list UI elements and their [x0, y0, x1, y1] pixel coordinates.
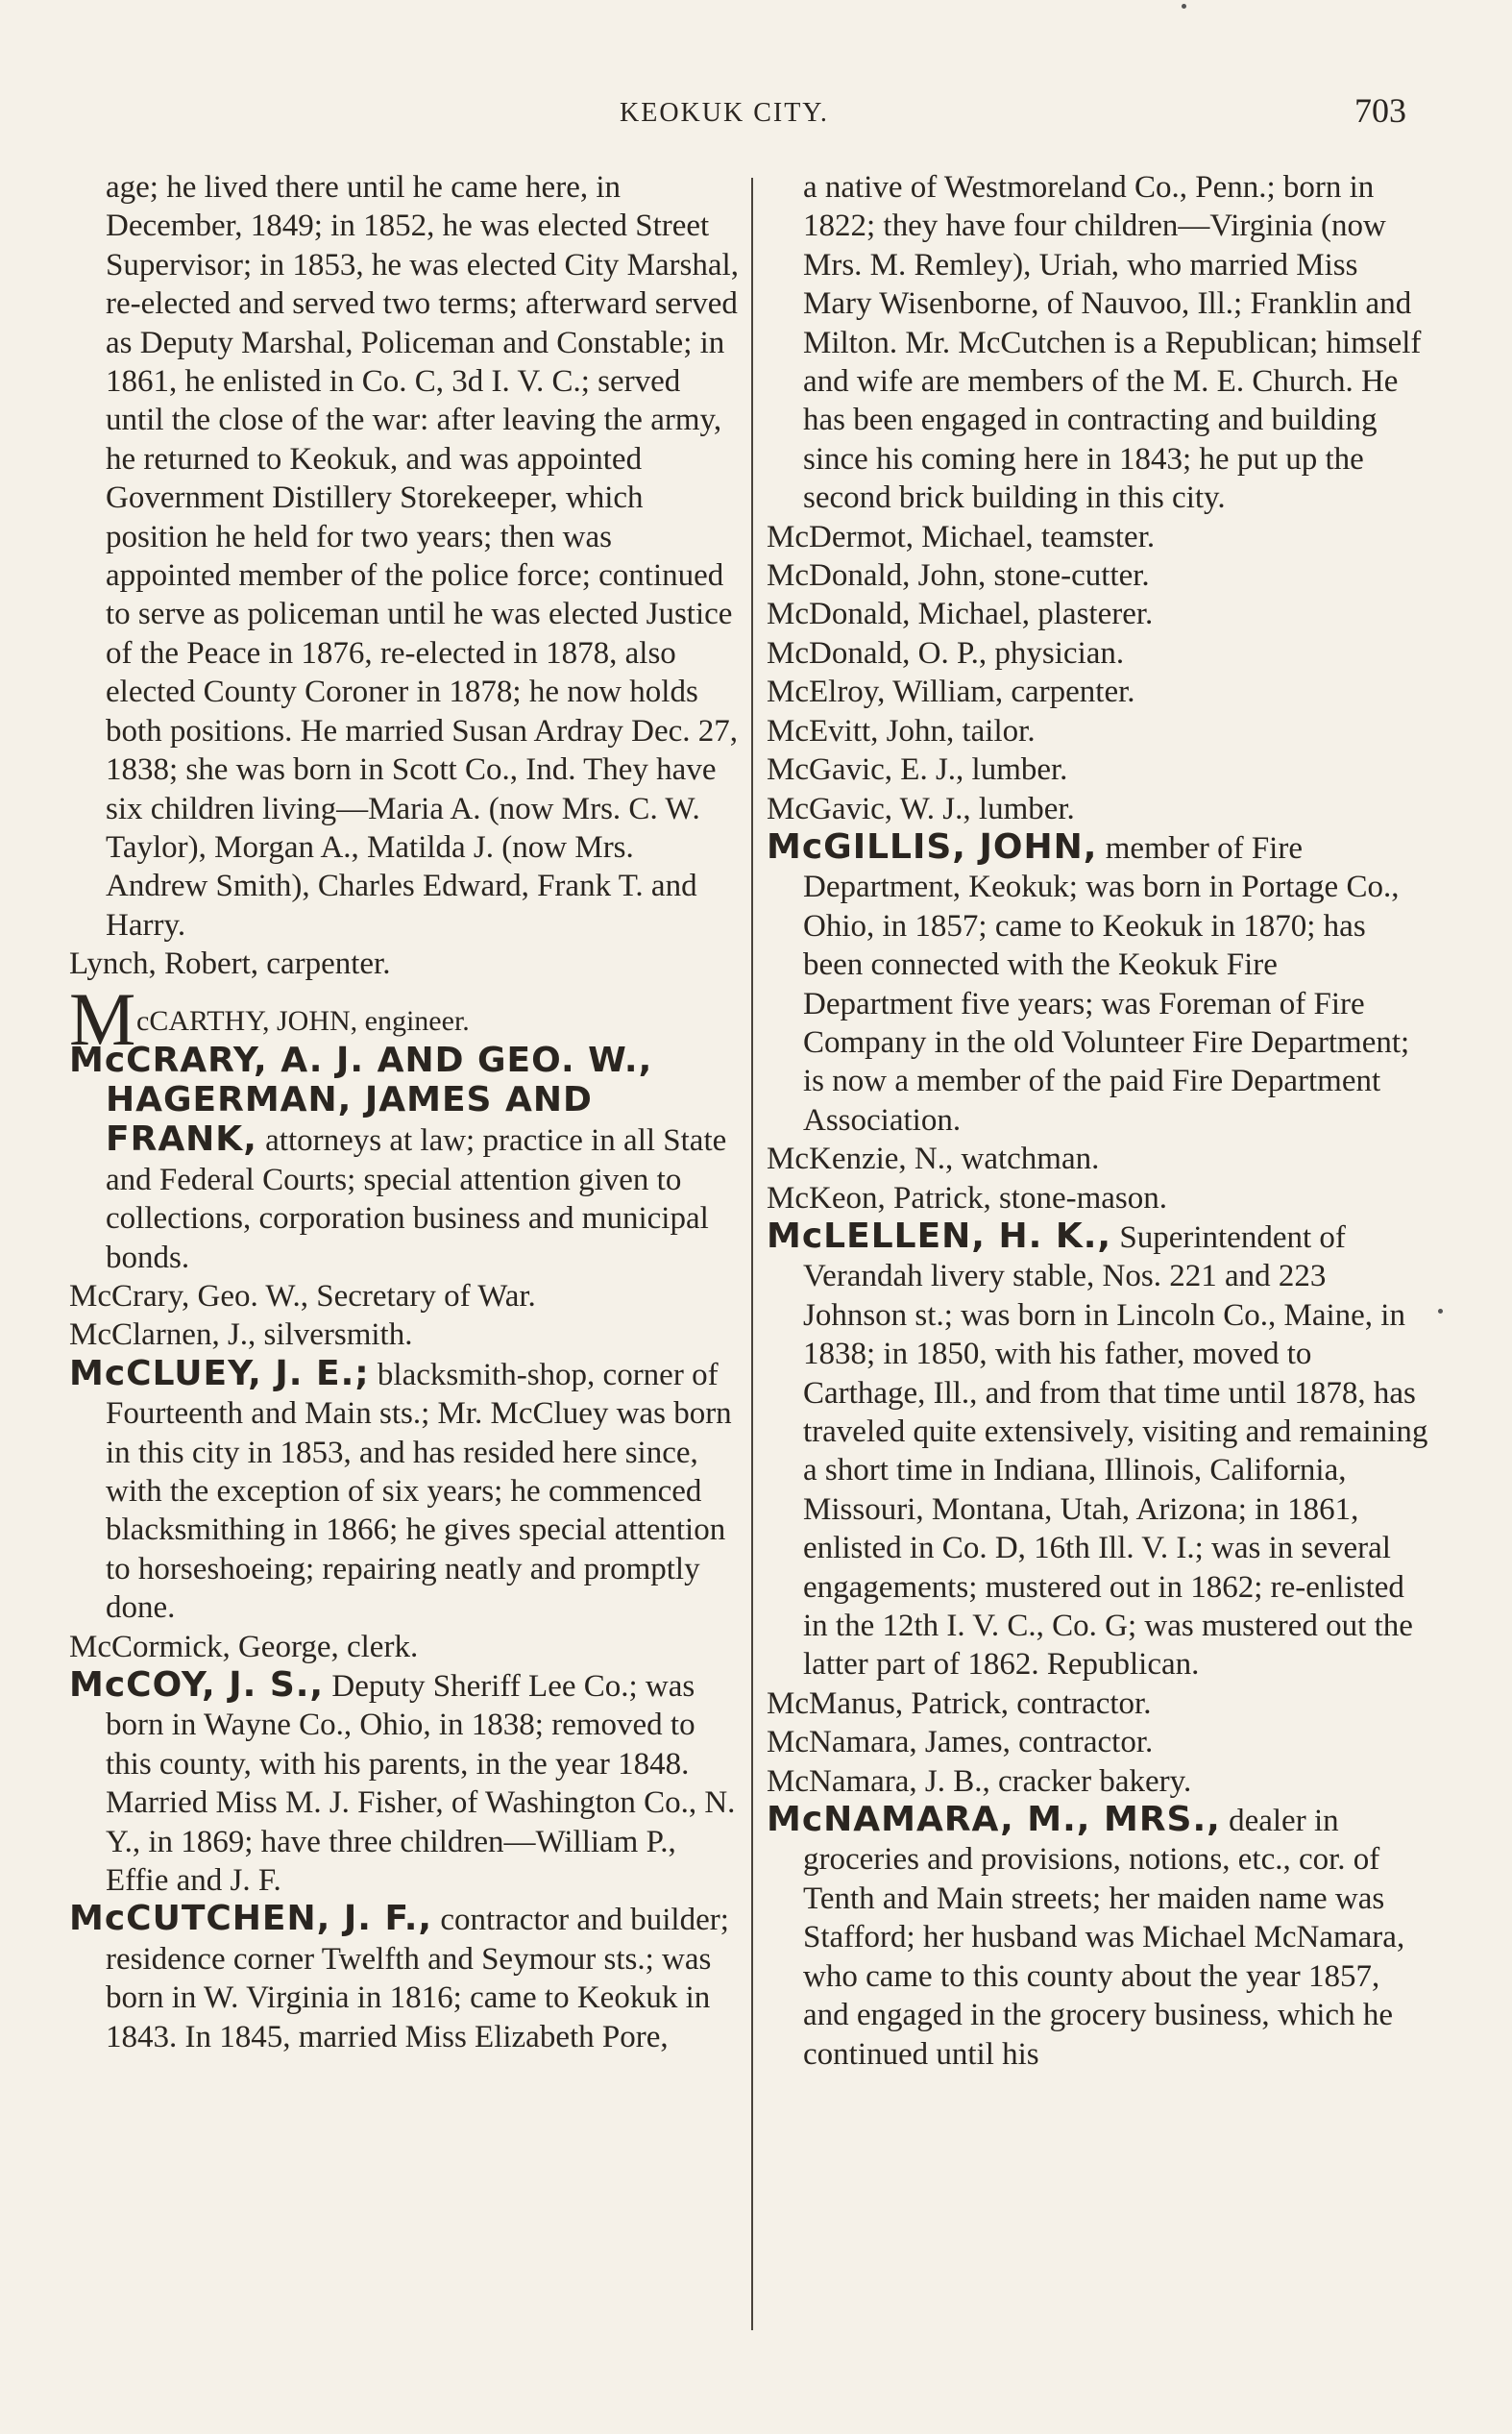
entry-name: McCUTCHEN, J. F.,	[69, 1899, 433, 1939]
directory-entry	[69, 1628, 742, 1666]
entry-text: attorneys at law; practice in all State and Federal Courts; special attention given to collections, corporation business and municipal bonds.	[106, 1123, 727, 1275]
directory-entry	[69, 1042, 742, 1277]
drop-cap: M	[69, 976, 136, 1061]
entry-text: age; he lived there until he came here, in December, 1849; in 1852, he was elected Street Supervisor; in 1853, he was elected City Marshal, re-elected and served two terms; afterward served as Deputy Marshal, Policeman and Constable; in 1861, he enlisted in Co. C, 3d I. V. C.; served until the close of the war: after leaving the army, he returned to Keokuk, and was appointed Government Distillery Storekeeper, which position he held for two years; then was appointed member of the police force; continued to serve as policeman until he was elected Justice of the Peace in 1876, re-elected in 1878, also elected County Coroner in 1878; he now holds both positions. He married Susan Ardray Dec. 27, 1838; she was born in Scott Co., Ind. They have six children living—Maria A. (now Mrs. C. W. Taylor), Morgan A., Matilda J. (now Mrs. Andrew Smith), Charles Edward, Frank T. and Harry.	[106, 170, 739, 943]
entry-text: McKeon, Patrick, stone-mason.	[767, 1180, 1167, 1216]
entry-text: a native of Westmoreland Co., Penn.; born in 1822; they have four children—Virginia (now Mrs. M. Remley), Uriah, who married Miss Mary Wisenborne, of Nauvoo, Ill.; Franklin and Milton. Mr. McCutchen is a Republican; himself and wife are members of the M. E. Church. He has been engaged in contracting and building since his coming here in 1843; he put up the second brick building in this city.	[803, 170, 1422, 516]
page-number: 703	[1354, 91, 1406, 130]
page-header	[0, 86, 1512, 135]
column-divider	[751, 178, 753, 2330]
directory-entry	[767, 1140, 1429, 1178]
continued-paragraph	[69, 168, 742, 945]
entry-name: McCRARY, A. J. AND GEO. W., HAGERMAN, JAMES AND FRANK,	[69, 1040, 653, 1160]
entry-text: McClarnen, J., silversmith.	[69, 1317, 413, 1353]
continued-paragraph	[767, 168, 1429, 518]
directory-entry	[767, 828, 1429, 1140]
entry-text: McManus, Patrick, contractor.	[767, 1685, 1152, 1721]
directory-entry	[767, 673, 1429, 711]
entry-text: cCARTHY, JOHN, engineer.	[136, 1004, 470, 1037]
entry-text: contractor and builder; residence corner Twelfth and Seymour sts.; was born in W. Virginia in 1816; came to Keokuk in 1843. In 1845, married Miss Elizabeth Pore,	[106, 1903, 729, 2054]
entry-text: McNamara, James, contractor.	[767, 1725, 1154, 1760]
entry-text: Superintendent of Verandah livery stable, Nos. 221 and 223 Johnson st.; was born in Lincoln Co., Maine, in 1838; in 1850, with his father, moved to Carthage, Ill., and from that time until 1878, has traveled quite extensively, visiting and remaining a short time in Indiana, Illinois, California, Missouri, Montana, Utah, Arizona; in 1861, enlisted in Co. D, 16th Ill. V. I.; was in several engagements; mustered out in 1862; re-enlisted in the 12th I. V. C., Co. G; was mustered out the latter part of 1862. Republican.	[803, 1219, 1428, 1683]
directory-entry	[767, 595, 1429, 633]
directory-entry	[69, 1666, 742, 1900]
directory-entry	[69, 945, 742, 983]
directory-entry	[767, 1762, 1429, 1801]
entry-text: McDonald, Michael, plasterer.	[767, 597, 1154, 632]
entry-text: dealer in groceries and provisions, notions, etc., cor. of Tenth and Main streets; her maiden name was Stafford; her husband was Michael McNamara, who came to this county about the year 1857, and engaged in the grocery business, which he continued until his	[803, 1804, 1405, 2072]
entry-text: McCrary, Geo. W., Secretary of War.	[69, 1278, 536, 1314]
entry-text: McDonald, John, stone-cutter.	[767, 558, 1150, 594]
entry-name: McGILLIS, JOHN,	[767, 826, 1098, 867]
directory-entry	[69, 976, 742, 1061]
entry-text: McElroy, William, carpenter.	[767, 675, 1135, 710]
directory-entry	[767, 712, 1429, 750]
directory-entry	[69, 1277, 742, 1315]
left-column	[69, 168, 742, 2056]
entry-name: McCLUEY, J. E.;	[69, 1353, 370, 1393]
directory-entry	[69, 1315, 742, 1354]
directory-entry	[767, 518, 1429, 556]
entry-name: McCOY, J. S.,	[69, 1665, 325, 1706]
directory-entry	[767, 1179, 1429, 1217]
directory-entry	[767, 1684, 1429, 1723]
ink-speck	[1182, 4, 1186, 9]
directory-entry	[767, 790, 1429, 828]
entry-text: member of Fire Department, Keokuk; was born in Portage Co., Ohio, in 1857; came to Keokuk in 1870; has been connected with the Keokuk Fire Department five years; was Foreman of Fire Company in the old Volunteer Fire Department; is now a member of the paid Fire Department Association.	[803, 830, 1410, 1138]
directory-entry	[69, 1900, 742, 2056]
entry-text: McEvitt, John, tailor.	[767, 713, 1036, 749]
directory-entry	[69, 1355, 742, 1628]
entry-name: McLELLEN, H. K.,	[767, 1216, 1112, 1256]
entry-text: McDermot, Michael, teamster.	[767, 519, 1156, 554]
directory-entry	[767, 750, 1429, 789]
directory-entry	[767, 1801, 1429, 2074]
running-title: KEOKUK CITY.	[620, 98, 829, 128]
entry-text: McGavic, E. J., lumber.	[767, 752, 1068, 788]
directory-entry	[767, 1723, 1429, 1761]
entry-text: McKenzie, N., watchman.	[767, 1142, 1100, 1177]
entry-name: McNAMARA, M., MRS.,	[767, 1800, 1221, 1840]
entry-text: Deputy Sheriff Lee Co.; was born in Wayne Co., Ohio, in 1838; removed to this county, with his parents, in the year 1848. Married Miss M. J. Fisher, of Washington Co., N. Y., in 1869; have three children—William P., Effie and J. F.	[106, 1669, 736, 1899]
entry-text: McCormick, George, clerk.	[69, 1629, 419, 1664]
directory-entry	[767, 634, 1429, 673]
entry-text: McNamara, J. B., cracker bakery.	[767, 1763, 1192, 1799]
entry-text: Lynch, Robert, carpenter.	[69, 947, 391, 982]
directory-entry	[767, 1217, 1429, 1684]
entry-text: McGavic, W. J., lumber.	[767, 791, 1075, 826]
directory-entry	[767, 556, 1429, 595]
entry-text: McDonald, O. P., physician.	[767, 635, 1125, 671]
ink-speck	[1438, 1309, 1443, 1314]
right-column	[767, 168, 1429, 2074]
entry-text: blacksmith-shop, corner of Fourteenth and Main sts.; Mr. McCluey was born in this city in 1853, and has resided here since, with the exception of six years; he commenced blacksmithing in 1866; he gives special attention to horseshoeing; repairing neatly and promptly done.	[106, 1357, 732, 1626]
